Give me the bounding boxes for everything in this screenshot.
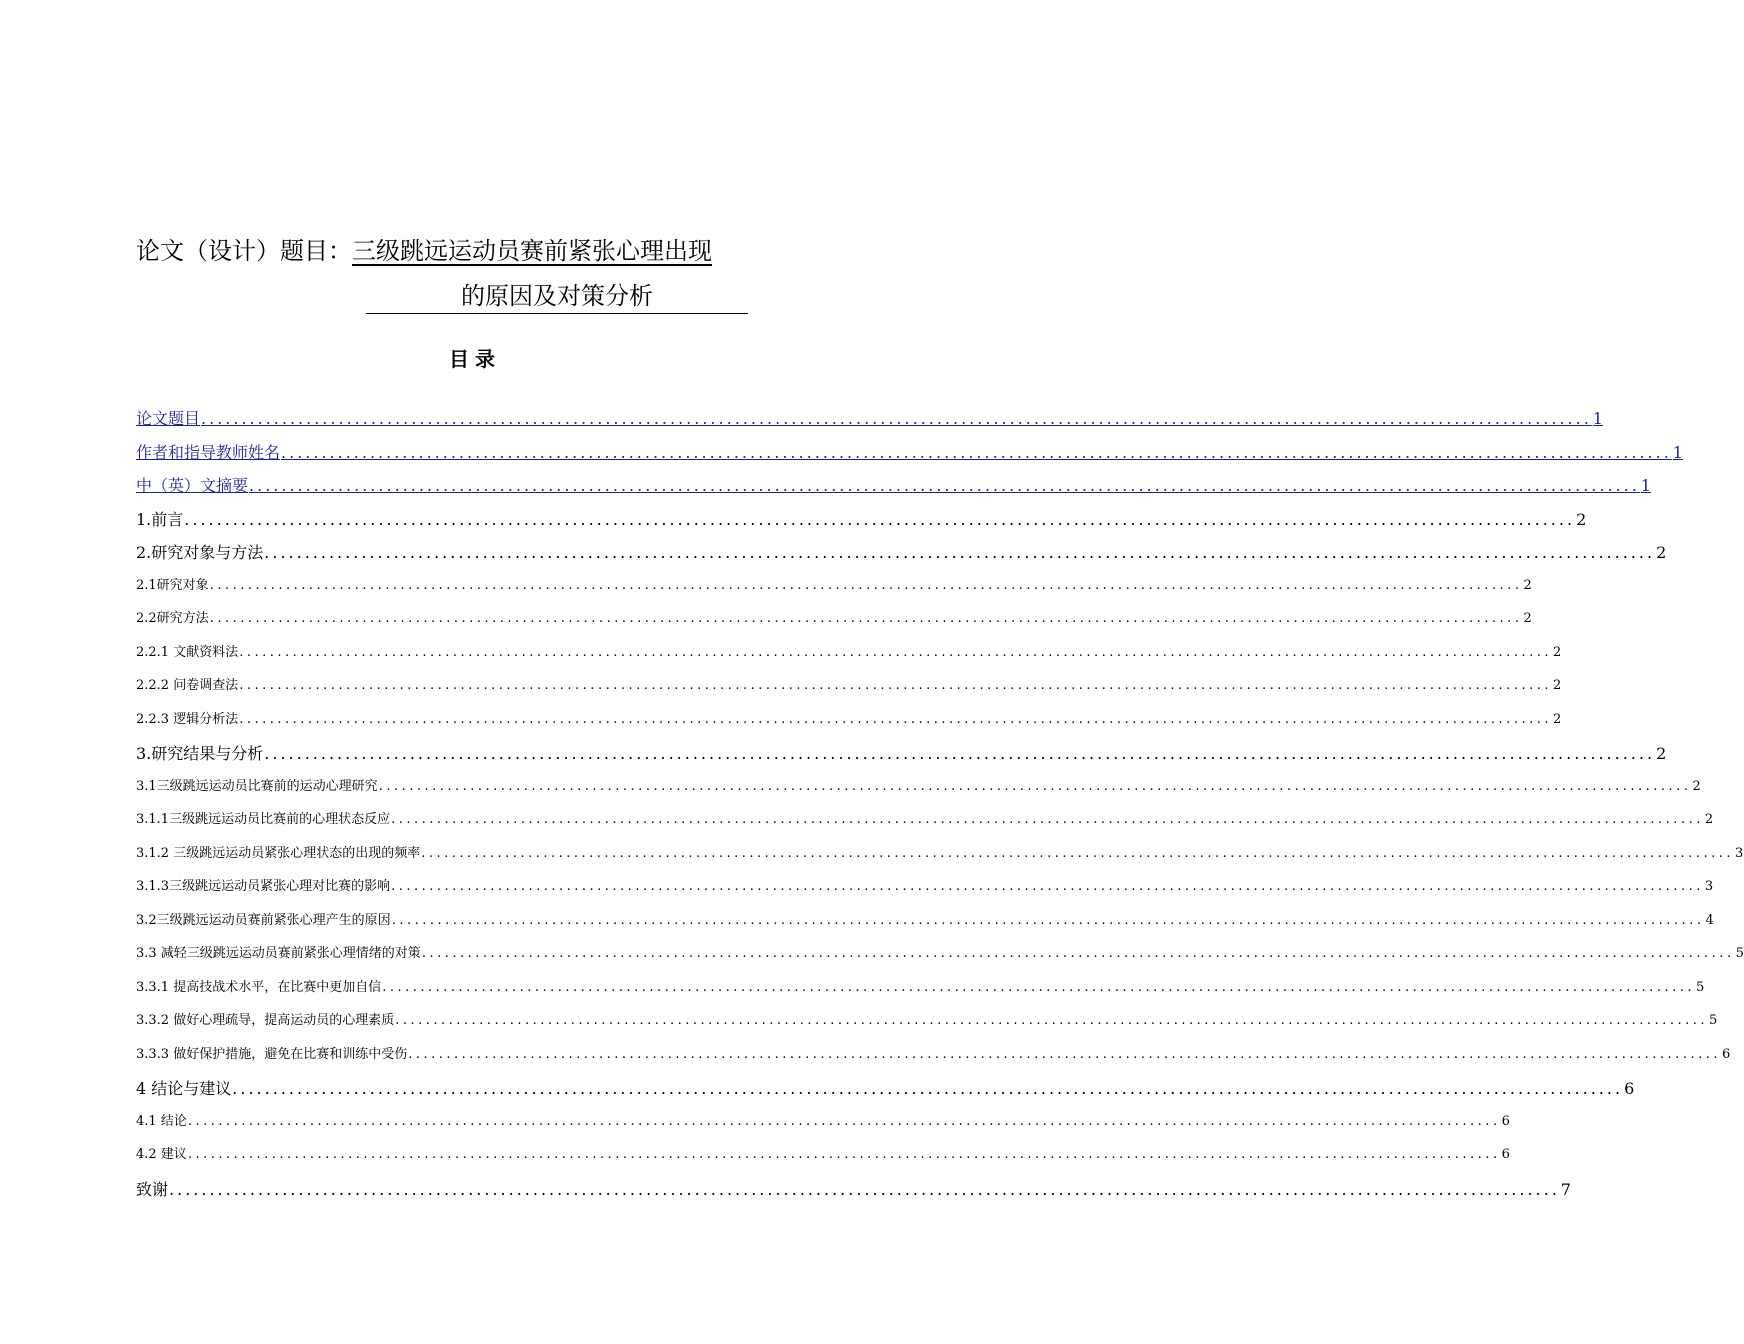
toc-link-entry[interactable] xyxy=(136,440,1683,474)
toc-entry-title: 2.研究对象与方法 xyxy=(136,543,264,562)
toc-page-number: 6 xyxy=(1501,1113,1510,1129)
toc-dot-leader: ............................................................................................................................................................................ xyxy=(378,778,1692,794)
toc-entry xyxy=(136,574,1532,608)
toc-entry xyxy=(136,607,1532,641)
toc-dot-leader: ............................................................................................................................................................................ xyxy=(408,1046,1721,1062)
toc-page-number: 2 xyxy=(1523,611,1532,626)
toc-entry xyxy=(136,1043,1731,1077)
toc-dot-leader: ............................................................................................................................................................................ xyxy=(264,744,1656,763)
toc-entry-title: 4 结论与建议 xyxy=(136,1079,232,1098)
toc-page-number: 7 xyxy=(1560,1179,1571,1199)
toc-entry-title: 2.2.3 逻辑分析法 xyxy=(136,711,239,727)
toc-dot-leader: ............................................................................................................................................................................ xyxy=(209,611,1523,626)
toc-entry-title: 2.2.1 文献资料法 xyxy=(136,644,239,660)
toc-entry-title: 3.研究结果与分析 xyxy=(136,744,264,763)
toc-entry-title: 中（英）文摘要 xyxy=(136,476,249,495)
toc-entry xyxy=(136,674,1562,708)
toc-dot-leader: ............................................................................................................................................................................ xyxy=(232,1079,1624,1098)
toc-page-number: 2 xyxy=(1523,577,1532,593)
toc-entry xyxy=(136,540,1667,574)
toc-entry-title: 2.1研究对象 xyxy=(136,577,209,593)
toc-dot-leader: ............................................................................................................................................................................ xyxy=(391,812,1704,827)
toc-entry-title: 3.3.2 做好心理疏导，提高运动员的心理素质 xyxy=(136,1013,395,1028)
toc-entry-title: 3.1三级跳远运动员比赛前的运动心理研究 xyxy=(136,778,378,794)
title-label: 论文（设计）题目： xyxy=(136,237,352,265)
toc-entry-title: 3.1.1三级跳远运动员比赛前的心理状态反应 xyxy=(136,812,391,827)
toc-dot-leader: ............................................................................................................................................................................ xyxy=(391,879,1704,894)
toc-page-number: 2 xyxy=(1552,678,1562,693)
thesis-title xyxy=(136,229,836,310)
toc-page-number: 5 xyxy=(1708,1013,1718,1028)
toc-entry xyxy=(136,1076,1635,1110)
table-of-contents xyxy=(136,406,1744,1210)
toc-entry xyxy=(136,1143,1510,1177)
toc-page-number: 1 xyxy=(1640,476,1651,495)
toc-entry-title: 4.2 建议 xyxy=(136,1147,187,1162)
toc-page-number: 2 xyxy=(1656,744,1667,763)
toc-entry-title: 2.2.2 问卷调查法 xyxy=(136,678,239,693)
toc-page-number: 1 xyxy=(1592,409,1603,428)
title-line-1 xyxy=(136,229,836,273)
toc-entry xyxy=(136,775,1701,809)
toc-page-number: 6 xyxy=(1501,1147,1510,1162)
toc-dot-leader: ............................................................................................................................................................................ xyxy=(239,644,1552,660)
toc-dot-leader: ............................................................................................................................................................................ xyxy=(382,979,1695,995)
toc-dot-leader: ............................................................................................................................................................................ xyxy=(239,678,1552,693)
toc-entry-title: 4.1 结论 xyxy=(136,1113,187,1129)
toc-page-number: 1 xyxy=(1672,442,1683,462)
toc-entry-title: 3.1.3三级跳远运动员紧张心理对比赛的影响 xyxy=(136,879,391,894)
toc-page-number: 3 xyxy=(1704,879,1714,894)
toc-page-number: 5 xyxy=(1735,946,1744,961)
toc-entry xyxy=(136,976,1705,1010)
toc-entry xyxy=(136,875,1714,909)
title-subject-line-2: 的原因及对策分析 xyxy=(366,279,748,314)
toc-entry xyxy=(136,708,1562,742)
toc-dot-leader: ............................................................................................................................................................................ xyxy=(187,1113,1501,1129)
toc-dot-leader: ............................................................................................................................................................................ xyxy=(421,845,1734,861)
toc-entry xyxy=(136,1177,1571,1211)
toc-dot-leader: ............................................................................................................................................................................ xyxy=(209,577,1523,593)
toc-entry-title: 3.1.2 三级跳远运动员紧张心理状态的出现的频率 xyxy=(136,845,421,861)
toc-dot-leader: ............................................................................................................................................................................ xyxy=(239,711,1552,727)
toc-page-number: 2 xyxy=(1656,543,1667,562)
toc-entry xyxy=(136,741,1667,775)
toc-entry xyxy=(136,641,1562,675)
toc-page-number: 6 xyxy=(1624,1079,1635,1098)
toc-page-number: 2 xyxy=(1692,778,1701,794)
toc-dot-leader: ............................................................................................................................................................................ xyxy=(395,1013,1708,1028)
toc-page-number: 2 xyxy=(1704,812,1714,827)
toc-dot-leader: ............................................................................................................................................................................ xyxy=(184,509,1576,529)
toc-page-number: 5 xyxy=(1695,979,1705,995)
toc-heading: 目录 xyxy=(449,347,501,371)
toc-entry-title: 论文题目 xyxy=(136,409,201,428)
toc-dot-leader: ............................................................................................................................................................................ xyxy=(421,946,1735,961)
toc-dot-leader: ............................................................................................................................................................................ xyxy=(264,543,1656,562)
toc-entry xyxy=(136,808,1714,842)
title-subject-line-1: 三级跳远运动员赛前紧张心理出现 xyxy=(352,237,712,265)
toc-entry-title: 1.前言 xyxy=(136,509,184,529)
toc-dot-leader: ............................................................................................................................................................................ xyxy=(249,476,1640,495)
toc-entry xyxy=(136,842,1744,876)
toc-link-entry[interactable] xyxy=(136,473,1651,507)
toc-dot-leader: ............................................................................................................................................................................ xyxy=(169,1179,1560,1199)
toc-entry-title: 2.2研究方法 xyxy=(136,611,209,626)
toc-entry-title: 3.3.3 做好保护措施，避免在比赛和训练中受伤 xyxy=(136,1046,408,1062)
toc-entry xyxy=(136,1009,1718,1043)
toc-page-number: 4 xyxy=(1705,912,1714,928)
toc-page-number: 2 xyxy=(1576,509,1587,529)
toc-entry-title: 致谢 xyxy=(136,1179,169,1199)
toc-page-number: 2 xyxy=(1552,644,1562,660)
toc-entry-title: 3.2三级跳远运动员赛前紧张心理产生的原因 xyxy=(136,912,391,928)
toc-link-entry[interactable] xyxy=(136,406,1603,440)
toc-page-number: 6 xyxy=(1721,1046,1731,1062)
toc-entry xyxy=(136,942,1744,976)
toc-dot-leader: ............................................................................................................................................................................ xyxy=(187,1147,1501,1162)
toc-entry xyxy=(136,1110,1510,1144)
toc-entry-title: 3.3 减轻三级跳远运动员赛前紧张心理情绪的对策 xyxy=(136,946,421,961)
toc-entry-title: 作者和指导教师姓名 xyxy=(136,442,281,462)
toc-dot-leader: ............................................................................................................................................................................ xyxy=(201,409,1592,428)
toc-entry xyxy=(136,507,1587,541)
toc-dot-leader: ............................................................................................................................................................................ xyxy=(391,912,1705,928)
toc-entry-title: 3.3.1 提高技战术水平，在比赛中更加自信 xyxy=(136,979,382,995)
toc-dot-leader: ............................................................................................................................................................................ xyxy=(281,442,1672,462)
toc-page-number: 3 xyxy=(1734,845,1744,861)
toc-entry xyxy=(136,909,1714,943)
toc-page-number: 2 xyxy=(1552,711,1562,727)
